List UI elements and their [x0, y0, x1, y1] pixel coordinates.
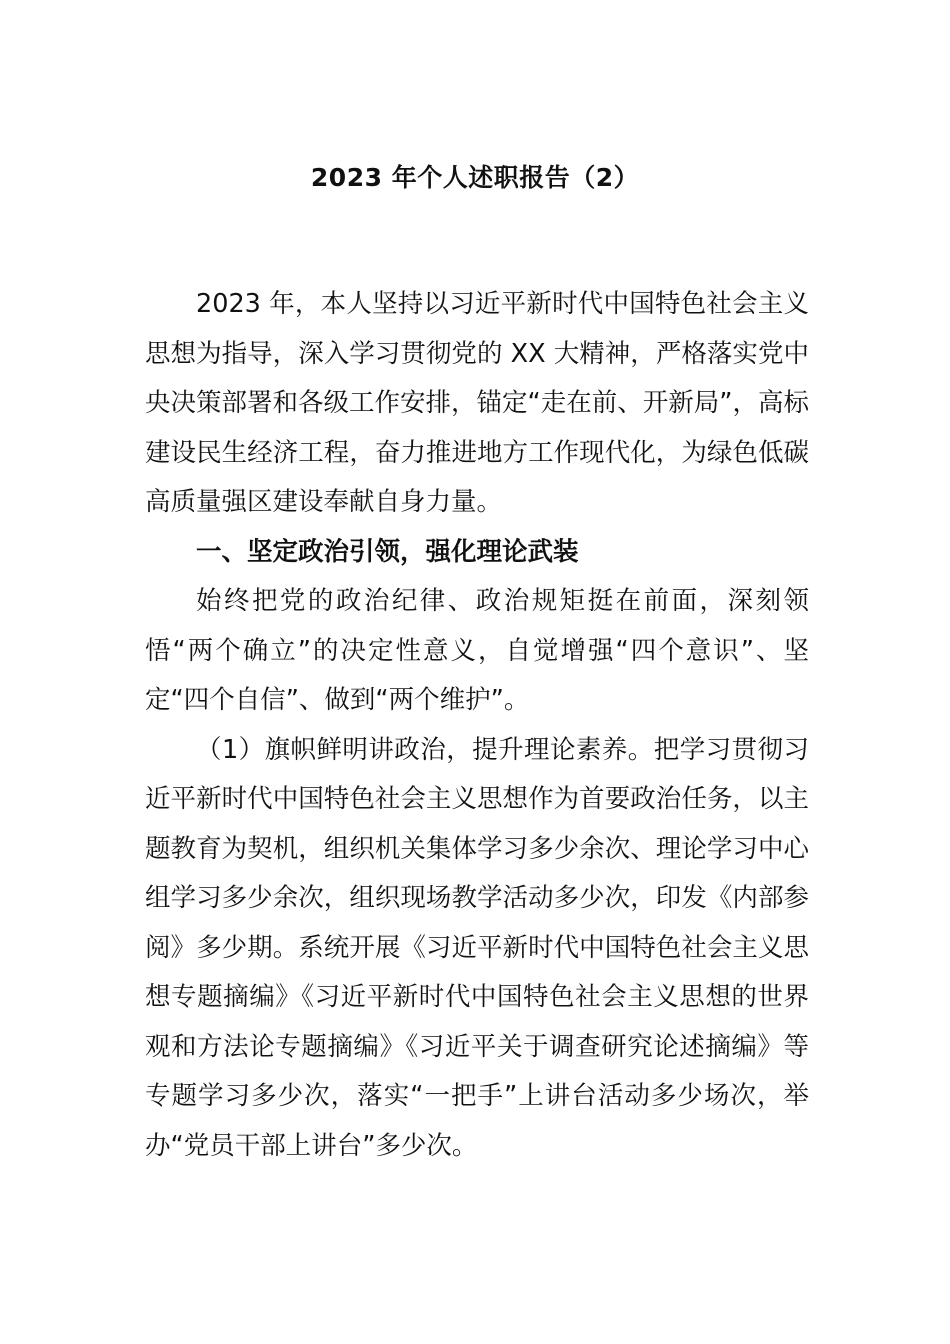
- document-title: 2023 年个人述职报告（2）: [310, 163, 640, 192]
- section-heading: 一、坚定政治引领，强化理论武装: [196, 536, 579, 567]
- document-body: [145, 280, 809, 1171]
- section-paragraph: 始终把党的政治纪律、政治规矩挺在前面，深刻领悟“两个确立”的决定性意义，自觉增强“四个意识”、坚定“四个自信”、做到“两个维护”。: [145, 586, 809, 715]
- intro-paragraph: 2023 年，本人坚持以习近平新时代中国特色社会主义思想为指导，深入学习贯彻党的 XX 大精神，严格落实党中央决策部署和各级工作安排，锚定“走在前、开新局”，高标建设民生经济工程，奋力推进地方工作现代化，为绿色低碳高质量强区建设奉献自身力量。: [145, 289, 809, 517]
- subsection-paragraph: （1）旗帜鲜明讲政治，提升理论素养。把学习贯彻习近平新时代中国特色社会主义思想作为首要政治任务，以主题教育为契机，组织机关集体学习多少余次、理论学习中心组学习多少余次，组织现场教学活动多少次，印发《内部参阅》多少期。系统开展《习近平新时代中国特色社会主义思想专题摘编》《习近平新时代中国特色社会主义思想的世界观和方法论专题摘编》《习近平关于调查研究论述摘编》等专题学习多少次，落实“一把手”上讲台活动多少场次，举办“党员干部上讲台”多少次。: [145, 734, 809, 1161]
